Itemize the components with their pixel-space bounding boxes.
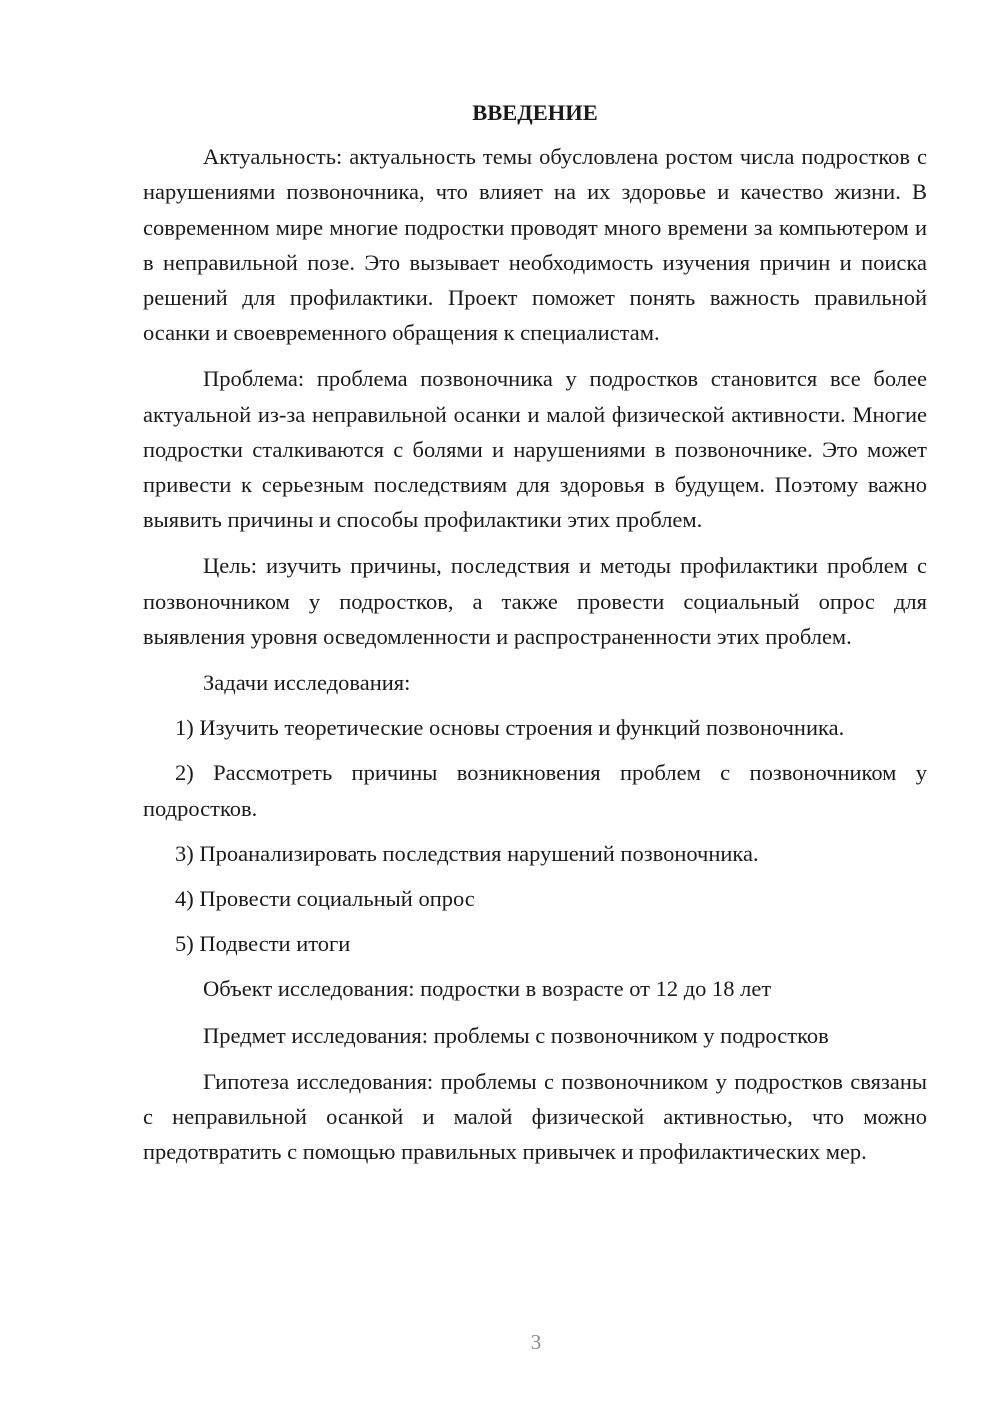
task-item-1: 1) Изучить теоретические основы строения и функций позвоночника. — [175, 715, 845, 741]
task-item-3: 3) Проанализировать последствия нарушений позвоночника. — [175, 840, 759, 866]
tasks-list — [143, 710, 927, 961]
object-paragraph: Объект исследования: подростки в возрасте от 12 до 18 лет — [203, 976, 772, 1002]
page-number: 3 — [530, 1330, 542, 1354]
subject-paragraph: Предмет исследования: проблемы с позвоночником у подростков — [203, 1022, 829, 1048]
relevance-paragraph: Актуальность: актуальность темы обусловлена ростом числа подростков с нарушениями позвоночника, что влияет на их здоровье и качество жизни. В современном мире многие подростки проводят много времени за компьютером и в неправильной позе. Это вызывает необходимость изучения причин и поиска решений для профилактики. Проект поможет понять важность правильной осанки и своевременного обращения к специалистам. — [143, 144, 927, 346]
task-item-5: 5) Подвести итоги — [175, 931, 351, 957]
goal-paragraph: Цель: изучить причины, последствия и методы профилактики проблем с позвоночником у подростков, а также провести социальный опрос для выявления уровня осведомленности и распространенности этих проблем. — [143, 553, 927, 649]
page-content — [143, 95, 927, 1180]
task-item-4: 4) Провести социальный опрос — [175, 886, 475, 912]
problem-paragraph: Проблема: проблема позвоночника у подростков становится все более актуальной из-за неправильной осанки и малой физической активности. Многие подростки сталкиваются с болями и нарушениями в позвоночнике. Это может привести к серьезным последствиям для здоровья в будущем. Поэтому важно выявить причины и способы профилактики этих проблем. — [143, 366, 927, 533]
tasks-heading: Задачи исследования: — [203, 670, 411, 696]
section-title: ВВЕДЕНИЕ — [472, 100, 598, 125]
hypothesis-paragraph: Гипотеза исследования: проблемы с позвоночником у подростков связаны с неправильной осанкой и малой физической активностью, что можно предотвратить с помощью правильных привычек и профилактических мер. — [143, 1068, 927, 1165]
task-item-2: 2) Рассмотреть причины возникновения проблем с позвоночником у подростков. — [143, 760, 927, 821]
